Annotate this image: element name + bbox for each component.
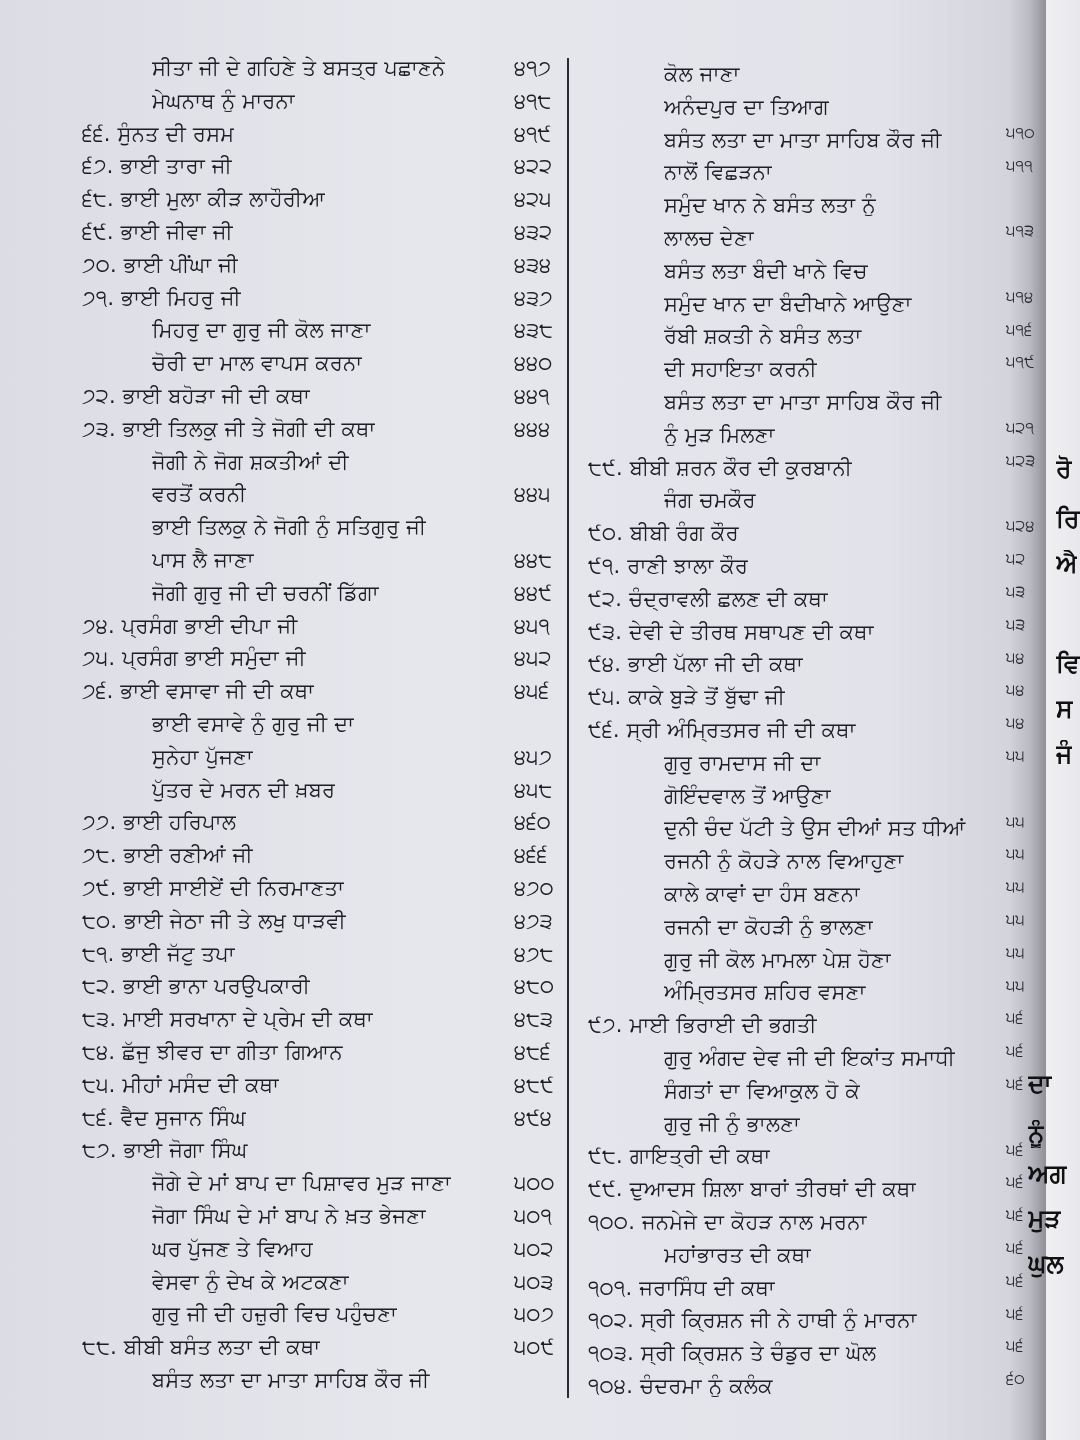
toc-entry-page-number: ੪੪੧ [514,384,550,408]
toc-entry-page-number: ੪੪੦ [514,351,553,376]
toc-entry-page-number: ੪੧੭ [514,56,552,80]
toc-entry-title: ਗੁਰੂ ਜੀ ਦੀ ਹਜ਼ੂਰੀ ਵਿਚ ਪਹੁੰਚਣਾ [152,1302,398,1327]
toc-entry-title: ੧੦੦. ਜਨਮੇਜੇ ਦਾ ਕੋਹੜ ਨਾਲ ਮਰਨਾ [588,1210,867,1234]
toc-entry-page-number: ੫੦੩ [514,1269,554,1294]
toc-entry-title: ੭੫. ਪ੍ਰਸੰਗ ਭਾਈ ਸਮੁੰਦਾ ਜੀ [82,646,306,671]
adjacent-page-text-fragment: ਅਗ [1028,1160,1067,1188]
toc-entry-page-number: ੫੬ [1006,1303,1024,1323]
toc-entry-page-number: ੫੬ [1006,1139,1024,1159]
toc-entry-title: ੬੮. ਭਾਈ ਮੂਲਾ ਕੀੜ ਲਾਹੌਰੀਆ [82,187,326,212]
toc-entry-page-number: ੫੧੬ [1006,319,1033,339]
toc-entry-page-number: ੫੬ [1006,1270,1024,1290]
toc-entry-page-number: ੪੩੮ [514,318,554,343]
toc-entry-title: ਰਜਨੀ ਦਾ ਕੋਹੜੀ ਨੂੰ ਭਾਲਣਾ [664,914,874,939]
toc-entry-title: ਕੋਲ ਜਾਣਾ [664,62,740,86]
toc-entry-page-number: ੪੪੫ [514,482,551,507]
toc-entry-title: ੮੩. ਮਾਈ ਸਰਖਾਨਾ ਦੇ ਪ੍ਰੇਮ ਦੀ ਕਥਾ [82,1007,373,1032]
toc-entry-page-number: ੪੮੯ [514,1072,554,1097]
toc-entry-title: ੧੦੧. ਜਰਾਸਿੰਧ ਦੀ ਕਥਾ [588,1275,776,1300]
toc-entry-title: ੯੮. ਗਾਇਤ੍ਰੀ ਦੀ ਕਥਾ [588,1144,771,1169]
toc-entry-title: ਬਸੰਤ ਲਤਾ ਬੰਦੀ ਖਾਨੇ ਵਿਚ [664,258,868,283]
toc-entry-title: ਭਾਈ ਵਸਾਵੇ ਨੂੰ ਗੁਰੂ ਜੀ ਦਾ [152,712,355,736]
toc-entry-title: ਰਜਨੀ ਨੂੰ ਕੋਹੜੇ ਨਾਲ ਵਿਆਹੁਣਾ [664,849,904,874]
toc-entry-page-number: ੫੫ [1006,811,1025,831]
adjacent-page-text-fragment: ਮੁੜ [1028,1205,1061,1233]
toc-entry-page-number: ੫੫ [1006,877,1025,897]
toc-entry-page-number: ੪੫੧ [514,613,550,638]
toc-entry-title: ੭੩. ਭਾਈ ਤਿਲਕੂ ਜੀ ਤੇ ਜੋਗੀ ਦੀ ਕਥਾ [82,416,376,441]
toc-entry-page-number: ੫੦੨ [514,1236,554,1261]
toc-entry-title: ਗੁਰੂ ਰਾਮਦਾਸ ਜੀ ਦਾ [664,750,821,775]
toc-entry-title: ੯੯. ਦੁਆਦਸ ਸ਼ਿਲਾ ਬਾਰਾਂ ਤੀਰਥਾਂ ਦੀ ਕਥਾ [588,1177,917,1202]
toc-entry-title: ੯੭. ਮਾਈ ਭਿਰਾਈ ਦੀ ਭਗਤੀ [588,1013,817,1038]
toc-entry-page-number: ੫੦੦ [514,1171,555,1196]
toc-entry-page-number: ੫੬ [1006,1238,1024,1257]
toc-entry-title: ਅੰਮ੍ਰਿਤਸਰ ਸ਼ਹਿਰ ਵਸਣਾ [664,980,866,1005]
toc-entry-title: ੬੭. ਭਾਈ ਤਾਰਾ ਜੀ [82,154,233,179]
toc-entry-page-number: ੪੫੨ [514,646,552,671]
toc-entry-title: ੮੬. ਵੈਦ ਸੁਜਾਨ ਸਿੰਘ [82,1105,247,1130]
toc-entry-page-number: ੪੪੯ [514,580,552,605]
toc-entry-title: ੯੩. ਦੇਵੀ ਦੇ ਤੀਰਥ ਸਥਾਪਣ ਦੀ ਕਥਾ [588,619,874,644]
toc-entry-page-number: ੫੦੯ [514,1335,555,1360]
toc-entry-title: ਜੋਗੇ ਦੇ ਮਾਂ ਬਾਪ ਦਾ ਪਿਸ਼ਾਵਰ ਮੁੜ ਜਾਣਾ [152,1171,452,1196]
toc-entry-title: ੮੫. ਮੀਹਾਂ ਮਸੰਦ ਦੀ ਕਥਾ [82,1072,280,1097]
toc-entry-page-number: ੪੩੨ [514,220,553,244]
toc-entry-page-number: ੫੫ [1006,844,1025,864]
toc-entry-title: ੯੬. ਸ੍ਰੀ ਅੰਮ੍ਰਿਤਸਰ ਜੀ ਦੀ ਕਥਾ [588,718,856,742]
toc-entry-page-number: ੪੮੦ [514,974,555,999]
toc-entry-title: ੧੦੩. ਸ੍ਰੀ ਕ੍ਰਿਸ਼ਨ ਤੇ ਚੰਡੂਰ ਦਾ ਘੋਲ [588,1341,877,1366]
adjacent-page-text-fragment: ਰਿ [1056,505,1080,533]
toc-entry-page-number: ੫੨ [1006,549,1026,569]
toc-entry-title: ਕਾਲੇ ਕਾਵਾਂ ਦਾ ਹੰਸ ਬਣਨਾ [664,882,861,906]
toc-entry-title: ੧੦੨. ਸ੍ਰੀ ਕ੍ਰਿਸ਼ਨ ਜੀ ਨੇ ਹਾਥੀ ਨੂੰ ਮਾਰਨਾ [588,1308,917,1333]
toc-entry-title: ੬੯. ਭਾਈ ਜੀਵਾ ਜੀ [82,220,233,244]
toc-entry-page-number: ੫੨੩ [1006,450,1036,470]
toc-entry-page-number: ੪੫੬ [514,679,550,704]
toc-entry-page-number: ੫੫ [1006,746,1025,765]
toc-entry-title: ੯੧. ਰਾਣੀ ਝਾਲਾ ਕੌਰ [588,554,749,578]
toc-entry-title: ੮੯. ਬੀਬੀ ਸ਼ਰਨ ਕੌਰ ਦੀ ਕੁਰਬਾਨੀ [588,455,853,480]
toc-entry-page-number: ੫੧੪ [1006,286,1034,306]
toc-entry-title: ੮੧. ਭਾਈ ਜੱਟੂ ਤਪਾ [82,941,235,966]
toc-entry-title: ੬੬. ਸੁੰਨਤ ਦੀ ਰਸਮ [82,121,235,146]
toc-entry-title: ਬਸੰਤ ਲਤਾ ਦਾ ਮਾਤਾ ਸਾਹਿਬ ਕੌਰ ਜੀ [664,127,942,152]
toc-entry-page-number: ੪੫੮ [514,777,553,802]
toc-entry-title: ਮਹਾਂਭਾਰਤ ਦੀ ਕਥਾ [664,1242,812,1267]
toc-entry-title: ੯੦. ਬੀਬੀ ਰੰਗ ਕੌਰ [588,521,739,546]
toc-entry-title: ੭੭. ਭਾਈ ਹਰਿਪਾਲ [82,810,237,835]
toc-entry-page-number: ੫੦੧ [514,1204,552,1228]
toc-entry-title: ੮੮. ਬੀਬੀ ਬਸੰਤ ਲਤਾ ਦੀ ਕਥਾ [82,1335,321,1360]
toc-entry-page-number: ੪੭੩ [514,908,553,933]
adjacent-page-text-fragment: ਸ [1056,695,1073,723]
adjacent-page-text-fragment: ਵਿ [1056,650,1080,678]
adjacent-page-text-fragment: ਰੋ [1056,455,1072,483]
toc-entry-page-number: ੪੭੦ [514,876,554,900]
toc-entry-page-number: ੫੫ [1006,942,1025,962]
toc-entry-title: ਗੁਰੂ ਅੰਗਦ ਦੇਵ ਜੀ ਦੀ ਇਕਾਂਤ ਸਮਾਧੀ [664,1046,956,1070]
toc-entry-title: ੮੨. ਭਾਈ ਭਾਨਾ ਪਰਉਪਕਾਰੀ [82,974,311,999]
toc-entry-page-number: ੫੦੭ [514,1302,555,1327]
toc-entry-page-number: ੪੮੬ [514,1040,551,1064]
toc-entry-title: ਗੁਰੂ ਜੀ ਕੋਲ ਮਾਮਲਾ ਪੇਸ਼ ਹੋਣਾ [664,947,891,972]
toc-entry-page-number: ੫੬ [1006,1074,1024,1093]
adjacent-page-text-fragment: ਦਾ [1028,1070,1052,1098]
column-divider [567,58,569,1398]
toc-entry-page-number: ੫੧੯ [1006,352,1035,372]
toc-entry-title: ਬਸੰਤ ਲਤਾ ਦਾ ਮਾਤਾ ਸਾਹਿਬ ਕੌਰ ਜੀ [664,390,942,414]
toc-entry-title: ਵੇਸਵਾ ਨੂੰ ਦੇਖ ਕੇ ਅਟਕਣਾ [152,1269,349,1294]
toc-entry-title: ੭੦. ਭਾਈ ਪੀਂਘਾ ਜੀ [82,252,239,277]
toc-entry-page-number: ੫੬ [1006,1172,1024,1192]
toc-entry-page-number: ੫੩ [1006,614,1026,634]
toc-entry-title: ਦੁਨੀ ਚੰਦ ਪੱਟੀ ਤੇ ਉਸ ਦੀਆਂ ਸਤ ਧੀਆਂ [664,816,966,841]
toc-entry-page-number: ੪੬੦ [514,810,551,835]
toc-entry-page-number: ੫੬ [1006,1008,1024,1028]
toc-entry-page-number: ੪੬੬ [514,843,548,868]
toc-entry-title: ਨਾਲੋਂ ਵਿਛੜਨਾ [664,160,772,185]
toc-entry-page-number: ੪੩੭ [514,285,553,310]
toc-entry-title: ਭਾਈ ਤਿਲਕੂ ਨੇ ਜੋਗੀ ਨੂੰ ਸਤਿਗੁਰੂ ਜੀ [152,515,427,540]
toc-entry-title: ੧੦੪. ਚੰਦਰਮਾ ਨੂੰ ਕਲੰਕ [588,1374,773,1398]
toc-entry-title: ੭੬. ਭਾਈ ਵਸਾਵਾ ਜੀ ਦੀ ਕਥਾ [82,679,315,704]
toc-entry-title: ਬਸੰਤ ਲਤਾ ਦਾ ਮਾਤਾ ਸਾਹਿਬ ਕੌਰ ਜੀ [152,1368,430,1392]
toc-entry-title: ਗੁਰੂ ਜੀ ਨੂੰ ਭਾਲਣਾ [664,1111,801,1136]
toc-entry-page-number: ੫੫ [1006,910,1025,929]
toc-entry-page-number: ੫੧੩ [1006,221,1035,241]
toc-entry-title: ੮੦. ਭਾਈ ਜੇਠਾ ਜੀ ਤੇ ਲਖੂ ਧਾੜਵੀ [82,908,347,933]
toc-entry-title: ਘਰ ਪੁੱਜਣ ਤੇ ਵਿਆਹ [152,1236,314,1261]
toc-entry-page-number: ੪੩੪ [514,252,552,277]
toc-entry-title: ੯੪. ਭਾਈ ਪੱਲਾ ਜੀ ਦੀ ਕਥਾ [588,652,804,677]
toc-entry-title: ਜੋਗੀ ਗੁਰੂ ਜੀ ਦੀ ਚਰਨੀਂ ਡਿੱਗਾ [152,580,379,605]
toc-entry-title: ਲਾਲਚ ਦੇਣਾ [664,226,755,250]
toc-entry-title: ਚੋਰੀ ਦਾ ਮਾਲ ਵਾਪਸ ਕਰਨਾ [152,351,363,376]
adjacent-page-text-fragment: ਜੰ [1056,740,1073,768]
toc-entry-title: ਪੁੱਤਰ ਦੇ ਮਰਨ ਦੀ ਖ਼ਬਰ [152,777,336,802]
toc-entry-page-number: ੪੧੮ [514,88,552,113]
toc-entry-page-number: ੪੫੭ [514,744,553,769]
toc-entry-page-number: ੪੨੨ [514,154,553,179]
toc-entry-title: ਗੋਇੰਦਵਾਲ ਤੋਂ ਆਉਣਾ [664,783,831,808]
toc-entry-title: ਵਰਤੋਂ ਕਰਨੀ [152,482,247,507]
toc-entry-page-number: ੫੪ [1006,647,1025,667]
toc-entry-title: ਸੰਗਤਾਂ ਦਾ ਵਿਆਕੁਲ ਹੋ ਕੇ [664,1078,860,1103]
toc-entry-title: ੮੭. ਭਾਈ ਜੋਗਾ ਸਿੰਘ [82,1138,248,1163]
toc-entry-title: ਜੋਗੀ ਨੇ ਜੋਗ ਸ਼ਕਤੀਆਂ ਦੀ [152,449,349,474]
toc-entry-title: ਸਮੁੰਦ ਖਾਨ ਦਾ ਬੰਦੀਖਾਨੇ ਆਉਣਾ [664,291,912,316]
adjacent-page-text-fragment: ਨੂੰ [1028,1120,1045,1148]
toc-entry-title: ਸਮੁੰਦ ਖਾਨ ਨੇ ਬਸੰਤ ਲਤਾ ਨੂੰ [664,193,876,218]
toc-entry-title: ਰੱਬੀ ਸ਼ਕਤੀ ਨੇ ਬਸੰਤ ਲਤਾ [664,324,862,349]
toc-entry-page-number: ੫੬ [1006,1336,1024,1356]
toc-entry-title: ਮਿਹਰੂ ਦਾ ਗੁਰੂ ਜੀ ਕੋਲ ਜਾਣਾ [152,318,371,343]
toc-entry-page-number: ੪੪੮ [514,548,553,572]
toc-entry-page-number: ੫੨੪ [1006,516,1035,536]
toc-entry-title: ੮੪. ਛੱਜੂ ਝੀਵਰ ਦਾ ਗੀਤਾ ਗਿਆਨ [82,1040,343,1064]
toc-entry-page-number: ੪੨੫ [514,187,552,212]
toc-entry-page-number: ੪੭੮ [514,941,554,966]
toc-entry-page-number: ੫੧੦ [1006,122,1035,142]
toc-entry-title: ਨੂੰ ਮੁੜ ਮਿਲਣਾ [664,422,775,447]
toc-entry-title: ਪਾਸ ਲੈ ਜਾਣਾ [152,548,254,572]
toc-entry-title: ੭੪. ਪ੍ਰਸੰਗ ਭਾਈ ਦੀਪਾ ਜੀ [82,613,298,638]
toc-entry-page-number: ੫੨੧ [1006,418,1035,437]
toc-entry-title: ਸੀਤਾ ਜੀ ਦੇ ਗਹਿਣੇ ਤੇ ਬਸਤ੍ਰ ਪਛਾਣਨੇ [152,56,446,80]
toc-entry-title: ੭੯. ਭਾਈ ਸਾਈਏਂ ਦੀ ਨਿਰਮਾਣਤਾ [82,876,345,900]
toc-entry-page-number: ੫੬ [1006,1205,1024,1225]
toc-entry-title: ੭੮. ਭਾਈ ਰਣੀਆਂ ਜੀ [82,843,253,868]
toc-entry-title: ਜੋਗਾ ਸਿੰਘ ਦੇ ਮਾਂ ਬਾਪ ਨੇ ਖ਼ਤ ਭੇਜਣਾ [152,1204,427,1228]
toc-entry-page-number: ੫੪ [1006,713,1025,733]
toc-entry-title: ੯੨. ਚੰਦ੍ਰਾਵਲੀ ਛਲਣ ਦੀ ਕਥਾ [588,586,829,611]
toc-entry-page-number: ੫੪ [1006,680,1025,700]
toc-entry-title: ਜੰਗ ਚਮਕੌਰ [664,488,756,513]
toc-entry-title: ਸੁਨੇਹਾ ਪੁੱਜਣਾ [152,744,254,769]
toc-entry-title: ੯੫. ਕਾਕੇ ਬੁੜੇ ਤੋਂ ਬੁੱਢਾ ਜੀ [588,685,786,710]
toc-entry-title: ਦੀ ਸਹਾਇਤਾ ਕਰਨੀ [664,357,817,382]
toc-entry-page-number: ੪੧੯ [514,121,552,146]
adjacent-page-text-fragment: ਐ [1056,550,1078,578]
toc-entry-page-number: ੪੯੪ [514,1105,552,1130]
toc-entry-title: ਮੇਘਨਾਥ ਨੂੰ ਮਾਰਨਾ [152,88,295,113]
toc-entry-title: ੭੧. ਭਾਈ ਮਿਹਰੂ ਜੀ [82,285,241,310]
adjacent-page-text-fragment: ਘੁਲ [1028,1250,1064,1278]
toc-entry-page-number: ੪੮੩ [514,1007,554,1032]
toc-entry-page-number: ੫੬ [1006,1041,1024,1061]
toc-entry-page-number: ੫੫ [1006,975,1025,995]
toc-entry-page-number: ੫੩ [1006,582,1026,601]
toc-entry-title: ਅਨੰਦਪੁਰ ਦਾ ਤਿਆਗ [664,94,829,119]
toc-entry-title: ੭੨. ਭਾਈ ਬਹੋੜਾ ਜੀ ਦੀ ਕਥਾ [82,384,311,408]
toc-entry-page-number: ੫੧੧ [1006,155,1033,175]
toc-entry-page-number: ੬੦ [1006,1369,1025,1389]
toc-entry-page-number: ੪੪੪ [514,416,551,441]
